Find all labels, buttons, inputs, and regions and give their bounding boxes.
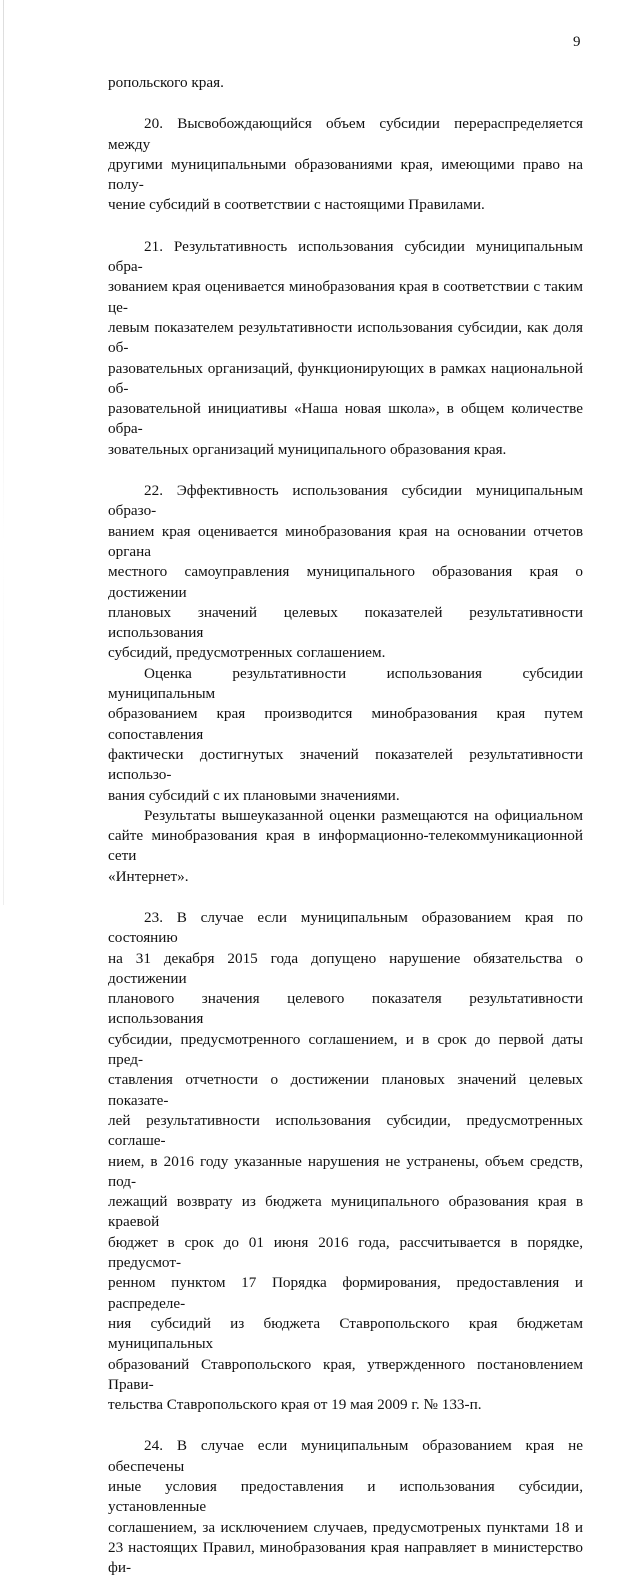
text-line: образованием края производится минобразования края путем сопоставления — [108, 705, 583, 743]
text-line: вания субсидий с их плановыми значениями. — [108, 786, 400, 804]
text-line: ставления отчетности о достижении плановых значений целевых показате- — [108, 1071, 583, 1109]
text-line: Результаты вышеуказанной оценки размещаются на официальном — [144, 806, 583, 824]
text-line: 23 настоящих Правил, минобразования края направляет в министерство фи- — [108, 1538, 583, 1577]
text-line: тельства Ставропольского края от 19 мая 2009 г. № 133-п. — [108, 1396, 482, 1414]
text-line: субсидии, предусмотренного соглашением, и в срок до первой даты пред- — [108, 1030, 583, 1069]
text-line: 22. Эффективность использования субсидии муниципальным образо- — [108, 482, 583, 520]
text-line: другими муниципальными образованиями края, имеющими право на полу- — [108, 155, 583, 194]
text-line: бюджет в срок до 01 июня 2016 года, рассчитывается в порядке, предусмот- — [108, 1233, 583, 1272]
paragraph-20 — [108, 114, 583, 215]
text-line: 24. В случае если муниципальным образованием края не обеспечены — [108, 1437, 583, 1475]
text-line: субсидий, предусмотренных соглашением. — [108, 644, 386, 662]
text-line: чение субсидий в соответствии с настоящими Правилами. — [108, 196, 485, 214]
text-line: 23. В случае если муниципальным образованием края по состоянию — [108, 908, 583, 947]
text-line: ренном пунктом 17 Порядка формирования, предоставления и распределе- — [108, 1274, 583, 1312]
text-line: плановых значений целевых показателей результативности использования — [108, 603, 583, 642]
paragraph-21 — [108, 237, 583, 460]
paragraph-22-results — [108, 806, 583, 887]
text-line: «Интернет». — [108, 867, 189, 885]
paragraph-continuation — [108, 73, 583, 93]
text-line: планового значения целевого показателя результативности использования — [108, 990, 583, 1028]
text-line: местного самоуправления муниципального образования края о достижении — [108, 563, 583, 601]
text-line: лежащий возврату из бюджета муниципального образования края в краевой — [108, 1193, 583, 1231]
paragraph-22-assessment — [108, 664, 583, 806]
text-line: зовательных организаций муниципального образования края. — [108, 440, 507, 458]
scan-edge — [3, 0, 4, 905]
text-line: соглашением, за исключением случаев, предусмотреных пунктами 18 и — [108, 1518, 583, 1536]
text-line: нием, в 2016 году указанные нарушения не устранены, объем средств, под- — [108, 1152, 583, 1190]
text-line: левым показателем результативности использования субсидии, как доля об- — [108, 318, 583, 357]
text-line: зованием края оценивается минобразования края в соответствии с таким це- — [108, 278, 583, 316]
page-number: 9 — [573, 34, 581, 50]
text-line: ванием края оценивается минобразования края на основании отчетов органа — [108, 522, 583, 560]
text-line: разовательной инициативы «Наша новая школа», в общем количестве обра- — [108, 400, 583, 438]
text-line: иные условия предоставления и использования субсидии, установленные — [108, 1478, 583, 1516]
text-line: лей результативности использования субсидии, предусмотренных соглаше- — [108, 1111, 583, 1150]
paragraph-23 — [108, 908, 583, 1415]
text-line: 20. Высвобождающийся объем субсидии перераспределяется между — [108, 115, 583, 153]
text-line: ропольского края. — [108, 74, 224, 91]
document-body — [108, 73, 583, 1578]
paragraph-22 — [108, 481, 583, 664]
text-line: сайте минобразования края в информационно-телекоммуникационной сети — [108, 827, 583, 865]
text-line: разовательных организаций, функционирующих в рамках национальной об- — [108, 359, 583, 397]
paragraph-24 — [108, 1436, 583, 1578]
text-line: Оценка результативности использования субсидии муниципальным — [108, 664, 583, 703]
text-line: фактически достигнутых значений показателей результативности использо- — [108, 745, 583, 784]
text-line: ния субсидий из бюджета Ставропольского края бюджетам муниципальных — [108, 1314, 583, 1353]
text-line: на 31 декабря 2015 года допущено нарушение обязательства о достижении — [108, 949, 583, 987]
text-line: образований Ставропольского края, утвержденного постановлением Прави- — [108, 1355, 583, 1393]
text-line: 21. Результативность использования субсидии муниципальным обра- — [108, 237, 583, 276]
